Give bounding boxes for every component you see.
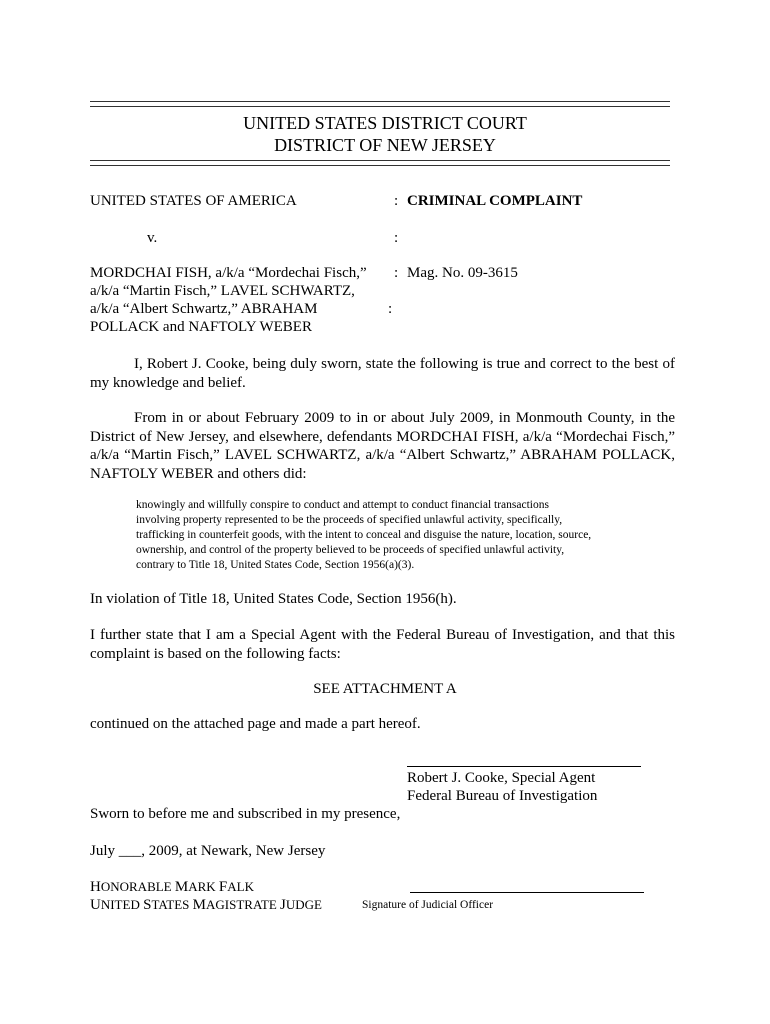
date-location: July ___, 2009, at Newark, New Jersey xyxy=(90,843,326,859)
magistrate-number: Mag. No. 09-3615 xyxy=(407,265,518,281)
caption-colon-2: : xyxy=(394,230,399,246)
plaintiff-name: UNITED STATES OF AMERICA xyxy=(90,193,297,209)
charge-intro-text: From in or about February 2009 to in or about July 2009, in Monmouth County, in the District of New Jersey, and elsewhere, defendants MORDCHAI FISH, a/k/a “Mordechai Fisch,” a/k/a “Martin Fisch,” LAVEL SCHWARTZ, a/k/a “Albert Schwartz,” ABRAHAM POLLACK, NAFTOLY WEBER and others did: xyxy=(90,410,675,482)
judge-name: HONORABLE MARK FALK xyxy=(90,879,254,895)
court-district: DISTRICT OF NEW JERSEY xyxy=(274,135,496,155)
document-type: CRIMINAL COMPLAINT xyxy=(407,193,583,209)
charge-line: trafficking in counterfeit goods, with the intent to conceal and disguise the nature, location, source, xyxy=(136,529,592,541)
judicial-officer-caption: Signature of Judicial Officer xyxy=(362,899,494,911)
agent-signature-line xyxy=(407,766,641,767)
further-text: I further state that I am a Special Agent with the Federal Bureau of Investigation, and that this complaint is based on the following facts: xyxy=(90,627,675,662)
sworn-statement: Sworn to before me and subscribed in my presence, xyxy=(90,806,401,822)
further-paragraph xyxy=(90,626,675,663)
judge-signature-line xyxy=(410,892,644,893)
caption-colon-1: : xyxy=(394,193,399,209)
defendant-line-3: a/k/a “Albert Schwartz,” ABRAHAM xyxy=(90,301,318,317)
charge-line: ownership, and control of the property believed to be proceeds of specified unlawful activity, xyxy=(136,544,565,556)
header-rule-bottom xyxy=(90,160,670,166)
agent-agency: Federal Bureau of Investigation xyxy=(407,788,598,804)
defendant-line-1: MORDCHAI FISH, a/k/a “Mordechai Fisch,” xyxy=(90,265,367,281)
versus: v. xyxy=(147,230,158,246)
charge-line: knowingly and willfully conspire to conduct and attempt to conduct financial transactions xyxy=(136,499,549,511)
caption-colon-3: : xyxy=(394,265,399,281)
defendant-line-4: POLLACK and NAFTOLY WEBER xyxy=(90,319,312,335)
charge-line: involving property represented to be the proceeds of specified unlawful activity, specifically, xyxy=(136,514,563,526)
defendant-line-2: a/k/a “Martin Fisch,” LAVEL SCHWARTZ, xyxy=(90,283,355,299)
court-name: UNITED STATES DISTRICT COURT xyxy=(243,113,527,133)
oath-text: I, Robert J. Cooke, being duly sworn, state the following is true and correct to the best of my knowledge and belief. xyxy=(90,356,675,391)
attachment-reference: SEE ATTACHMENT A xyxy=(313,681,457,697)
charge-line: contrary to Title 18, United States Code, Section 1956(a)(3). xyxy=(136,559,415,571)
continued-statement: continued on the attached page and made a part hereof. xyxy=(90,716,421,732)
judge-title: UNITED STATES MAGISTRATE JUDGE xyxy=(90,897,322,913)
agent-name: Robert J. Cooke, Special Agent xyxy=(407,770,596,786)
header-rule-top xyxy=(90,101,670,107)
charge-quote xyxy=(136,498,646,573)
caption-colon-4: : xyxy=(388,301,393,317)
oath-paragraph xyxy=(90,355,675,392)
charge-paragraph xyxy=(90,409,675,483)
violation-statement: In violation of Title 18, United States Code, Section 1956(h). xyxy=(90,591,457,607)
